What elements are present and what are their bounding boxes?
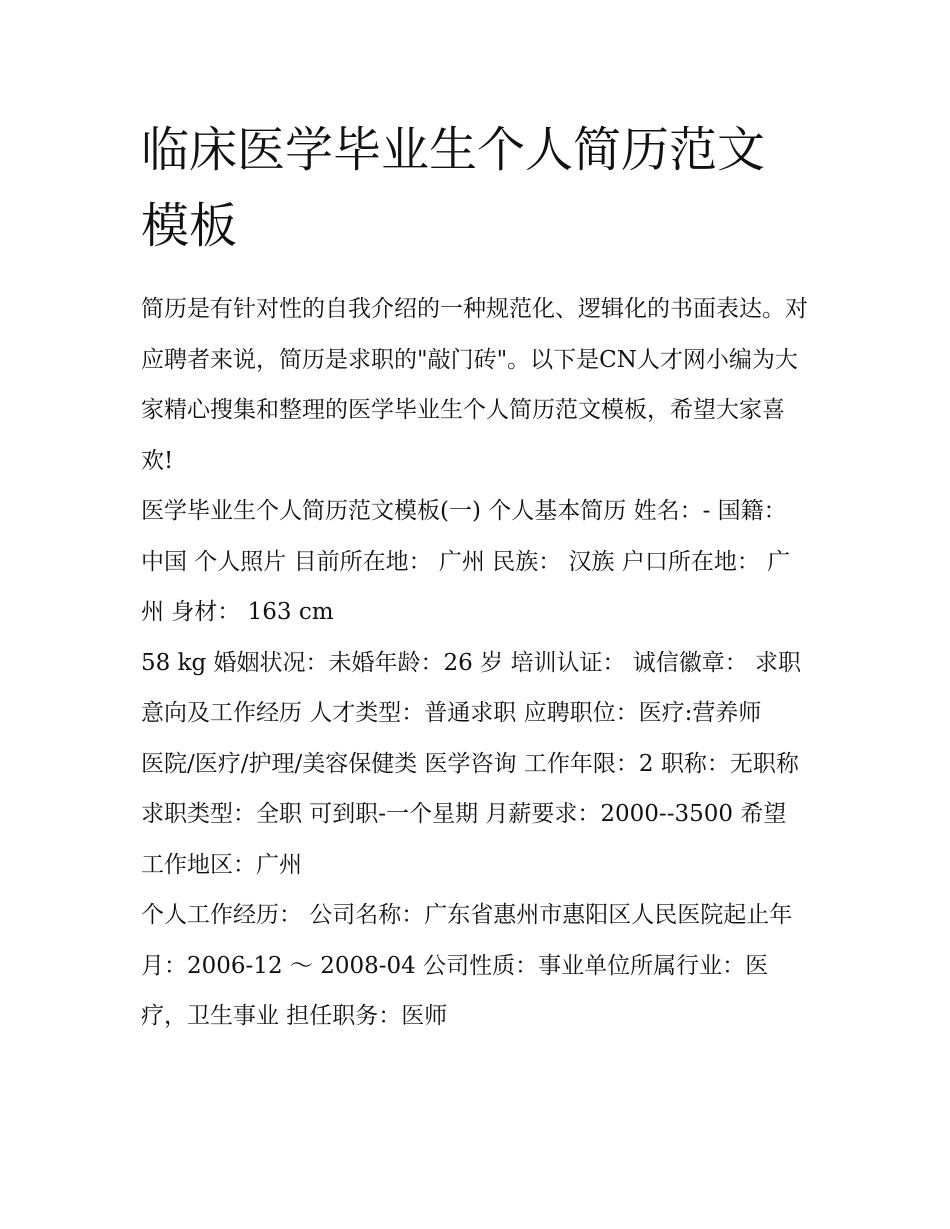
work-experience-paragraph: 个人工作经历： 公司名称：广东省惠州市惠阳区人民医院起止年月：2006-12 ～ 2008-04 公司性质：事业单位所属行业：医疗，卫生事业 担任职务：医师 <box>141 902 793 1029</box>
basic-info-paragraph: 医学毕业生个人简历范文模板(一) 个人基本简历 姓名：- 国籍：中国 个人照片 目前所在地： 广州 民族： 汉族 户口所在地： 广州 身材： 163 cm <box>141 498 791 625</box>
document-body <box>141 112 809 1042</box>
document-title: 临床医学毕业生个人简历范文模板 <box>141 122 766 254</box>
status-and-intention-paragraph: 58 kg 婚姻状况：未婚年龄：26 岁 培训认证： 诚信徽章： 求职意向及工作经历 人才类型：普通求职 应聘职位：医疗:营养师 <box>141 649 802 726</box>
intro-paragraph: 简历是有针对性的自我介绍的一种规范化、逻辑化的书面表达。对应聘者来说，简历是求职的"敲门砖"。以下是CN人才网小编为大家精心搜集和整理的医学毕业生个人简历范文模板，希望大家喜欢! <box>141 296 808 474</box>
job-requirements-paragraph: 医院/医疗/护理/美容保健类 医学咨询 工作年限：2 职称：无职称 求职类型：全职 可到职-一个星期 月薪要求：2000--3500 希望工作地区：广州 <box>141 750 799 878</box>
